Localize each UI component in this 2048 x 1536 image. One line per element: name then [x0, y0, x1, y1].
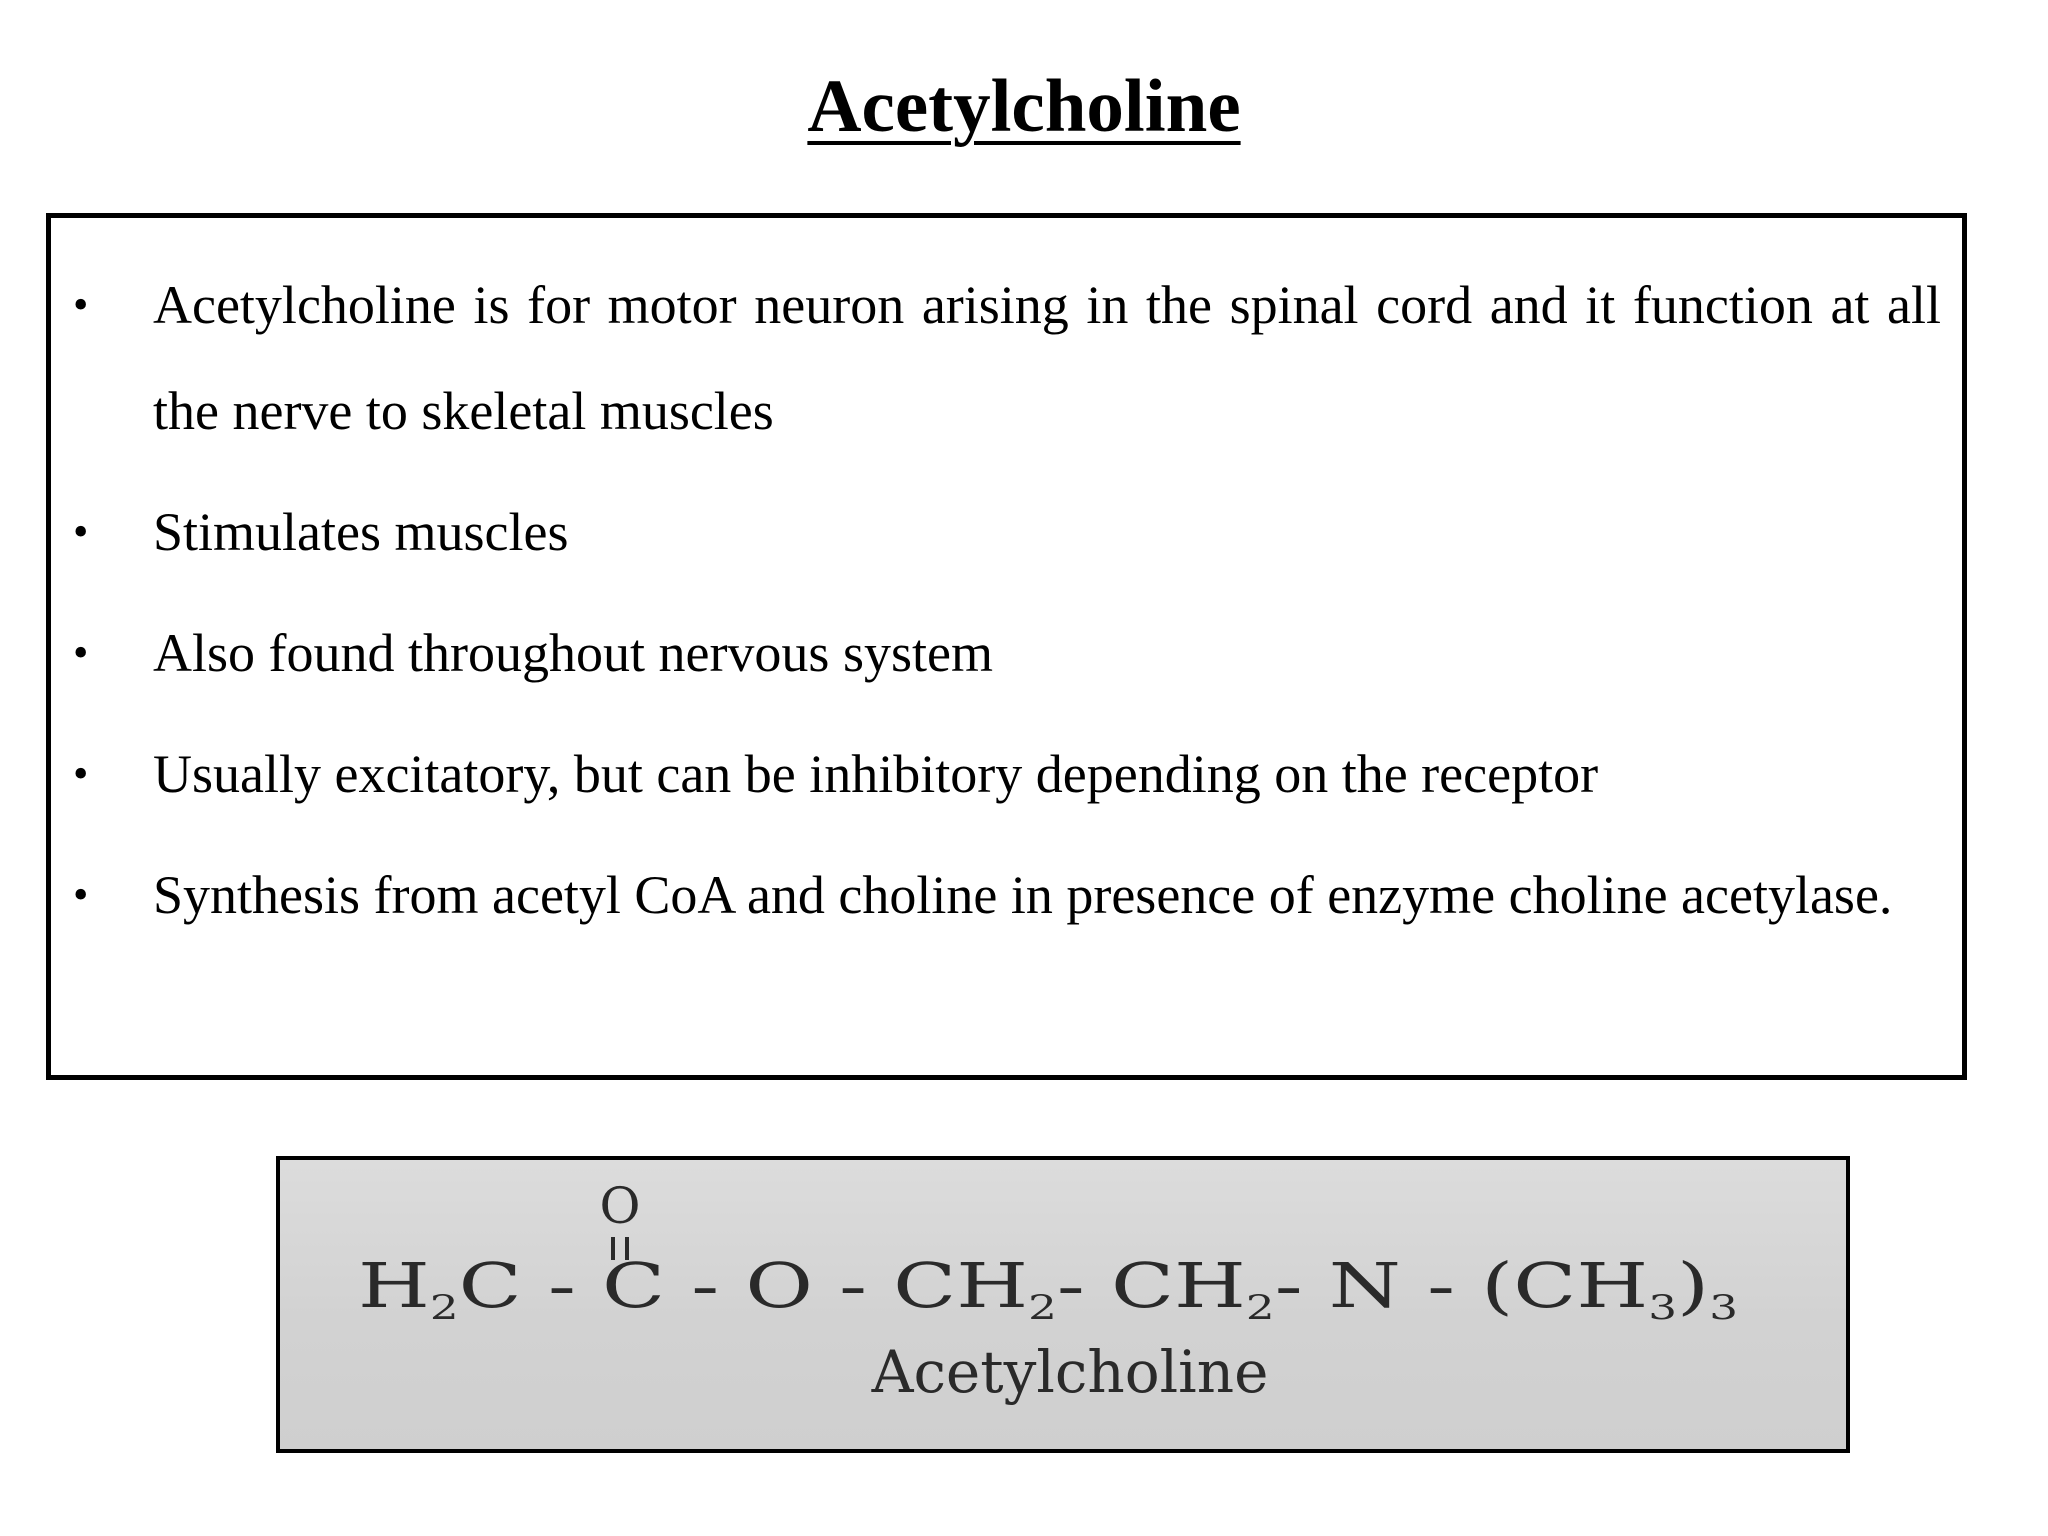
bullet-text: Synthesis from acetyl CoA and choline in presence of enzyme choline acetylase.	[153, 865, 1893, 925]
carbonyl-oxygen: O	[599, 1177, 641, 1235]
formula-subscript-3: 2	[1245, 1288, 1268, 1328]
bullet-item-1	[51, 252, 1941, 464]
formula-group-2: C - C - O - CH	[458, 1249, 887, 1322]
bullet-text: Acetylcholine is for motor neuron arising in the spinal cord and it function at all the nerve to skeletal muscles	[153, 275, 1941, 441]
formula-group-3: - CH	[1056, 1249, 1200, 1322]
bullet-dot: •	[73, 628, 89, 677]
bullet-item-5	[51, 842, 1941, 948]
bullet-box	[46, 213, 1967, 1080]
bullet-item-4	[51, 721, 1941, 827]
bullet-text: Usually excitatory, but can be inhibitory depending on the receptor	[153, 744, 1599, 804]
formula-group-1: H	[358, 1249, 413, 1322]
bullet-item-2	[51, 479, 1941, 585]
bullet-item-3	[51, 600, 1941, 706]
bullet-dot: •	[73, 749, 89, 798]
bullet-dot: •	[73, 870, 89, 919]
formula-group-5: )	[1677, 1249, 1702, 1322]
formula-subscript-4: 3	[1648, 1288, 1670, 1328]
formula-group-4: - N - (CH	[1274, 1249, 1556, 1322]
structural-formula-image	[276, 1156, 1850, 1453]
bullet-dot: •	[73, 280, 89, 329]
bullet-list	[51, 252, 1941, 963]
bullet-text: Stimulates muscles	[153, 502, 569, 562]
bullet-text: Also found throughout nervous system	[153, 623, 993, 683]
structural-formula-svg	[280, 1160, 1846, 1449]
bullet-dot: •	[73, 507, 89, 556]
slide-title	[0, 62, 2048, 152]
formula-subscript-1: 2	[429, 1288, 452, 1328]
slide-title-text: Acetylcholine	[807, 65, 1241, 148]
formula-caption: Acetylcholine	[871, 1338, 1269, 1406]
formula-subscript-5: 3	[1709, 1288, 1731, 1328]
formula-subscript-2: 2	[1028, 1288, 1050, 1328]
formula-line	[358, 1249, 1738, 1328]
